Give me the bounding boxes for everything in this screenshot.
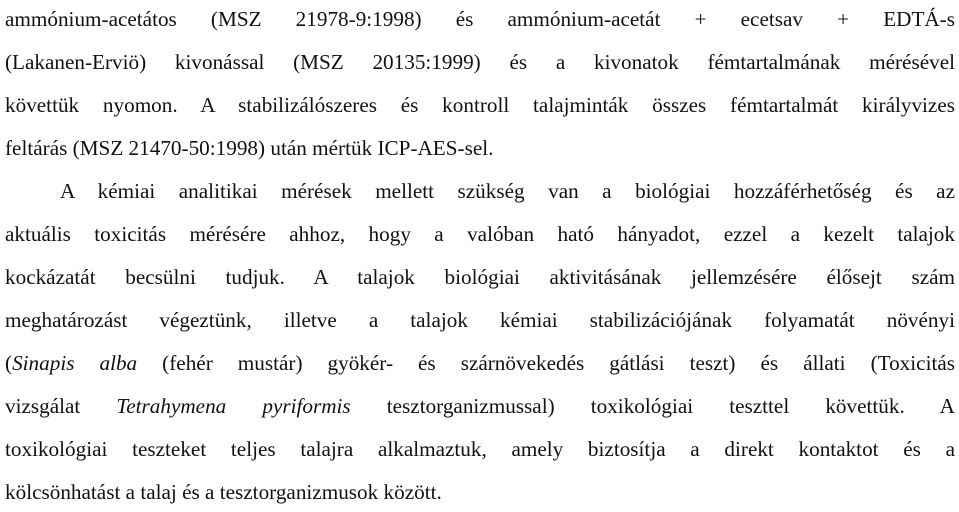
document-page (5, 0, 955, 512)
text-fragment: (fehér mustár) gyökér- és szárnövekedés gátlási teszt) és állati (Toxicitás (137, 351, 955, 375)
species-name-italic: Sinapis alba (12, 351, 138, 375)
text-line: kölcsönhatást a talaj és a tesztorganizmusok között. (5, 480, 442, 504)
text-line: kockázatát becsülni tudjuk. A talajok biológiai aktivitásának jellemzésére élősejt szám (5, 265, 955, 289)
text-line: meghatározást végeztünk, illetve a talajok kémiai stabilizációjának folyamatát növényi (5, 308, 955, 332)
text-line (5, 391, 955, 421)
text-fragment: vizsgálat (5, 394, 117, 418)
text-line: aktuális toxicitás mérésére ahhoz, hogy a valóban ható hányadot, ezzel a kezelt talajok (5, 222, 955, 246)
text-fragment: tesztorganizmussal) toxikológiai teszttel követtük. A (350, 394, 955, 418)
text-line (5, 348, 955, 378)
text-line: ammónium-acetátos (MSZ 21978-9:1998) és ammónium-acetát + ecetsav + EDTÁ-s (5, 7, 955, 31)
text-line: követtük nyomon. A stabilizálószeres és kontroll talajminták összes fémtartalmát királyvizes (5, 93, 955, 117)
text-line: toxikológiai teszteket teljes talajra alkalmaztuk, amely biztosítja a direkt kontaktot és a (5, 437, 955, 461)
text-line: feltárás (MSZ 21470-50:1998) után mértük ICP-AES-sel. (5, 136, 494, 160)
paragraph-first-line: A kémiai analitikai mérések mellett szükség van a biológiai hozzáférhetőség és az (60, 179, 955, 203)
species-name-italic: Tetrahymena pyriformis (116, 394, 351, 418)
text-fragment: ( (5, 351, 13, 375)
text-line: (Lakanen-Erviö) kivonással (MSZ 20135:1999) és a kivonatok fémtartalmának mérésével (5, 50, 955, 74)
